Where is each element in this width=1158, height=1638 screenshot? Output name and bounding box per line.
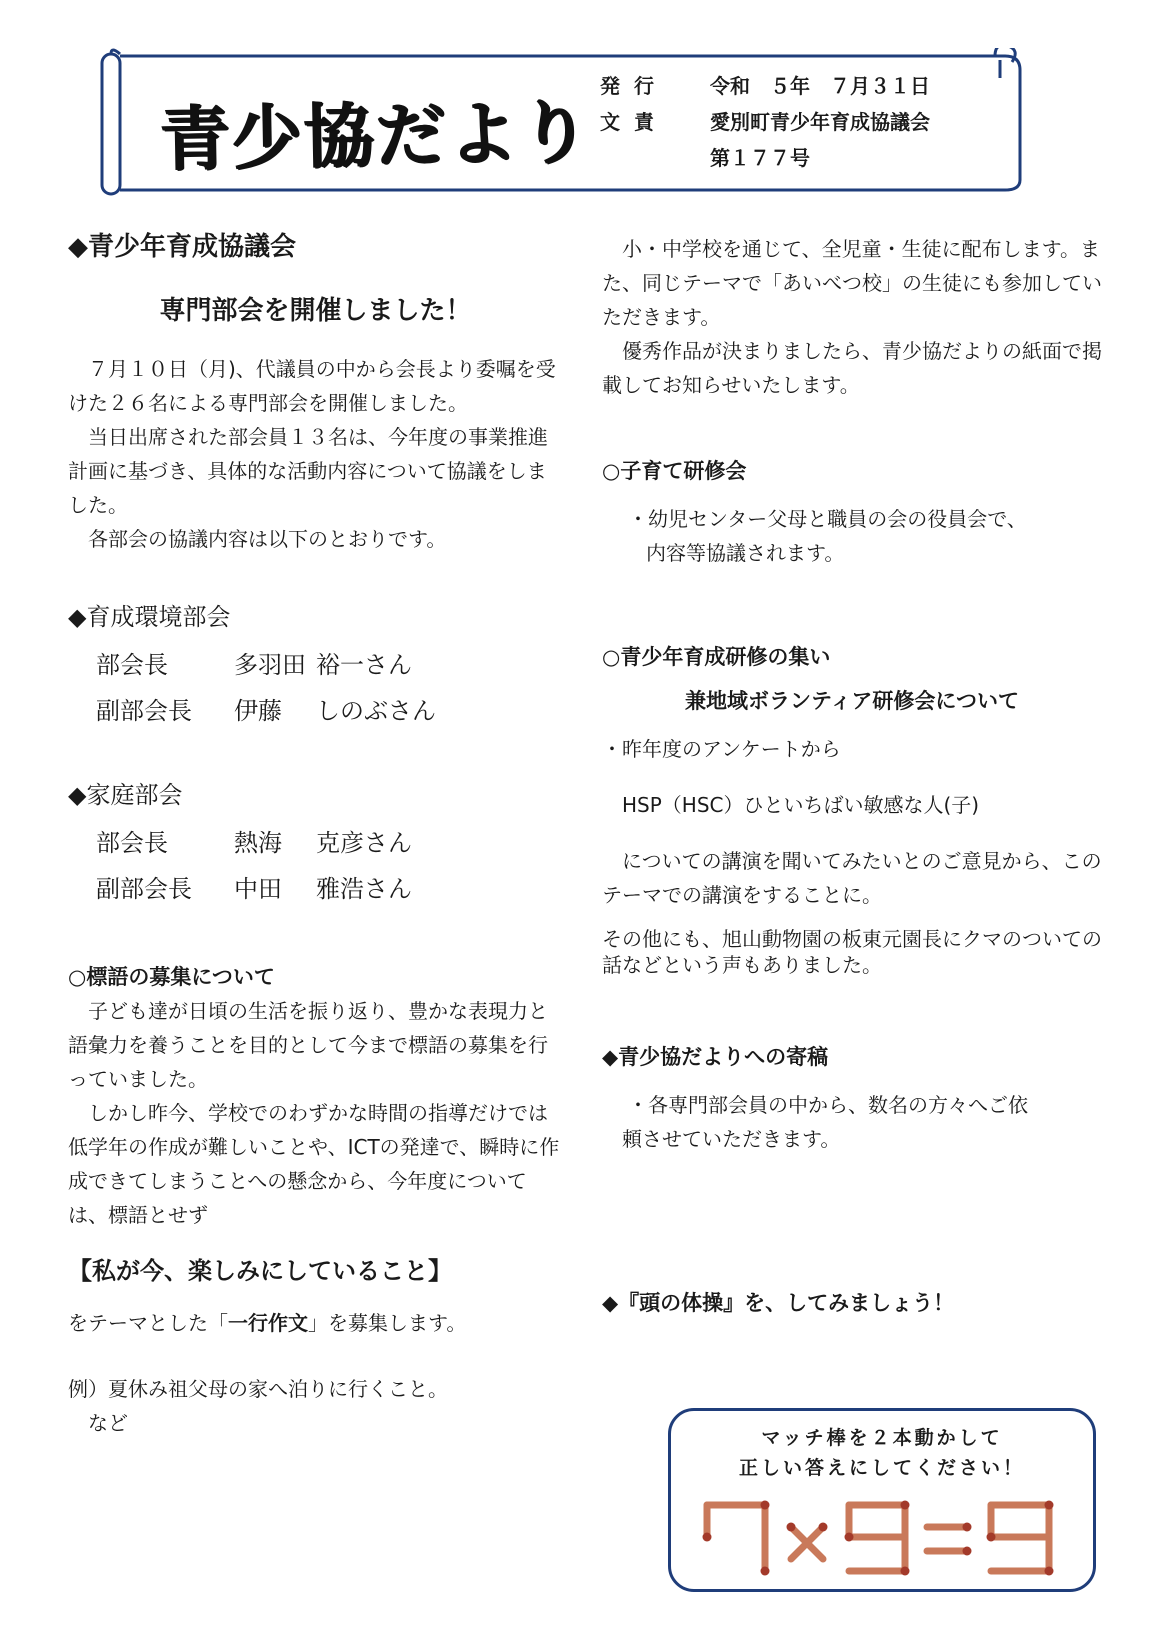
logo-title: 青少協だより [159,91,593,181]
member-role: 部会長 [96,829,168,857]
issue-label: 文責 [600,110,668,134]
issue-row-author [600,104,930,140]
theme-title: 【私が今、楽しみにしていること】 [68,1257,452,1285]
example-line: など [68,1411,128,1435]
member-row [68,820,563,866]
intro-paragraph: 各部会の協議内容は以下のとおりです。 [88,527,447,551]
sub-heading: 専門部会を開催しました！ [159,296,472,326]
member-given: 雅浩さん [316,875,412,903]
main-heading: ◆青少年育成協議会 [68,232,296,262]
committee-heading: ◆育成環境部会 [68,603,231,631]
youth-heading: ○青少年育成研修の集い [602,645,831,669]
contrib-line: ・各専門部会員の中から、数名の方々へご依 [628,1093,1028,1117]
issue-label: 発行 [600,74,668,98]
member-surname: 熱海 [234,829,282,857]
issue-row-number [600,140,930,176]
puzzle-instruction-line: マッチ棒を２本動かして [761,1427,1003,1449]
committee-heading: ◆家庭部会 [68,781,183,809]
issue-label [600,140,710,176]
matchstick-equation-icon [699,1497,1069,1579]
issue-row-date [600,68,930,104]
member-given: しのぶさん [316,697,436,725]
member-surname: 伊藤 [234,697,282,725]
call-text: 」を募集します。 [308,1311,467,1335]
right-column [602,210,1102,1320]
continued-paragraph: 小・中学校を通じて、全児童・生徒に配布します。また、同じテーマで「あいべつ校」の生徒にも参加していただきます。 [602,237,1102,329]
contrib-heading: ◆青少協だよりへの寄稿 [602,1045,829,1069]
youth-subheading: 兼地域ボランティア研修会について [685,689,1019,713]
member-surname: 多羽田 [234,651,306,679]
puzzle-box [668,1408,1096,1592]
brain-heading: ◆『頭の体操』を、してみましょう！ [602,1291,955,1315]
header-banner [100,48,1070,198]
slogan-heading: ○標語の募集について [68,965,275,989]
puzzle-instruction [671,1423,1093,1483]
continued-paragraph: 優秀作品が決まりましたら、青少協だよりの紙面で掲載してお知らせいたします。 [602,339,1102,397]
issue-value: 愛別町青少年育成協議会 [710,110,930,134]
issue-value: 令和 ５年 ７月３１日 [710,74,930,98]
call-text: をテーマとした「 [68,1311,228,1335]
member-surname: 中田 [234,875,282,903]
youth-bullet: ・昨年度のアンケートから [602,737,841,761]
youth-paragraph: についての講演を聞いてみたいとのご意見から、このテーマでの講演をすることに。 [602,849,1102,907]
childcare-line: ・幼児センター父母と職員の会の役員会で、 [628,507,1027,531]
member-given: 裕一さん [316,651,412,679]
slogan-paragraph: しかし昨今、学校でのわずかな時間の指導だけでは低学年の作成が難しいことや、ICTの発達で、瞬時に作成できてしまうことへの懸念から、今年度については、標語とせず [68,1101,560,1227]
member-role: 副部会長 [96,697,192,725]
member-row [68,688,563,734]
youth-topic: HSP（HSC）ひといちばい敏感な人(子) [622,793,980,817]
call-for-entries [68,1306,563,1340]
member-role: 副部会長 [96,875,192,903]
slogan-paragraph: 子ども達が日頃の生活を振り返り、豊かな表現力と語彙力を養うことを目的として今まで標語の募集を行っていました。 [68,999,548,1091]
puzzle-instruction-line: 正しい答えにしてください！ [738,1457,1025,1479]
issue-value: 第１７７号 [710,146,810,170]
call-emphasis: 一行作文 [228,1311,308,1335]
youth-other: その他にも、旭山動物園の板東元園長にクマのついての話などという声もありました。 [602,927,1102,977]
left-column [68,210,563,1440]
issue-info [600,68,930,176]
contrib-line: 頼させていただきます。 [622,1127,841,1151]
member-row [68,642,563,688]
intro-paragraph: ７月１０日（月)、代議員の中から会長より委嘱を受けた２６名による専門部会を開催しました。 [68,357,556,415]
intro-paragraph: 当日出席された部会員１３名は、今年度の事業推進計画に基づき、具体的な活動内容について協議をしました。 [68,425,548,517]
childcare-heading: ○子育て研修会 [602,459,747,483]
example-line: 例）夏休み祖父母の家へ泊りに行くこと。 [68,1377,448,1401]
member-given: 克彦さん [316,829,412,857]
childcare-line: 内容等協議されます。 [646,541,845,565]
member-role: 部会長 [96,651,168,679]
member-row [68,866,563,912]
